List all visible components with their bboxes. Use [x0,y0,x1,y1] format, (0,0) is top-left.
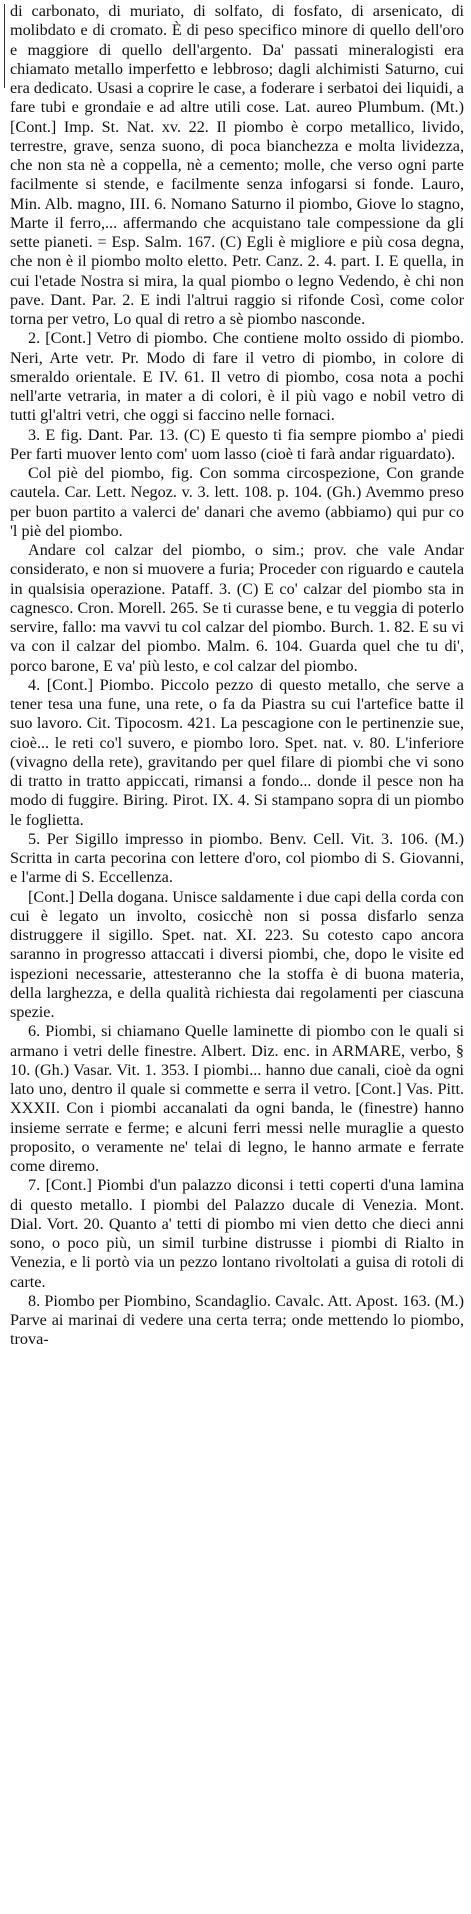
paragraph-piombi-palazzo: 7. [Cont.] Piombi d'un palazzo diconsi i tetti coperti d'una lamina di questo metallo. I piombi del Palazzo ducale di Venezia. Mont. Dial. Vort. 20. Quanto a' tetti di piombo mi vien detto che dieci anni sono, o poco più, un simil turbine distrusse i piombi di Rialto in Venezia, e li portò via un pezzo lontano rivoltolati a guisa di rotoli di carte. [10,1176,464,1291]
paragraph-piccolo-pezzo: 4. [Cont.] Piombo. Piccolo pezzo di questo metallo, che serve a tener tesa una fune, una rete, o fa da Piastra su cui l'artefice batte il suo lavoro. Cit. Tipocosm. 421. La pescagione con le pertinenzie sue, cioè... le reti co'l suvero, e piombo loro. Spet. nat. v. 80. L'inferiore (vivagno della rete), gravitando per quel filare di piombi che vi sono di tratto in tratto appiccati, rimansi a fondo... donde il pesce non ha modo di fuggire. Biring. Pirot. IX. 4. Si stampano sopra di un piombo le foglietta. [10,675,464,829]
paragraph-piombi-finestre: 6. Piombi, si chiamano Quelle laminette di piombo con le quali si armano i vetri delle finestre. Albert. Diz. enc. in ARMARE, verbo, § 10. (Gh.) Vasar. Vit. 1. 353. I piombi... hanno due canali, cioè da ogni lato uno, dentro il quale si commette e serra il vetro. [Cont.] Vas. Pitt. XXXII. Con i piombi accanalati da ogni banda, le (finestre) hanno insieme serrate e ferme; e alcuni ferri messi nelle muraglie a questo proposito, o veramente ne' telai di legno, le hanno armate e ferrate come diremo. [10,1022,464,1175]
paragraph-piombo-definition: di carbonato, di muriato, di solfato, di fosfato, di arsenicato, di molibdato e di cromato. È di peso specifico minore di quello dell'oro e maggiore di quello dell'argento. Da' passati mineralogisti era chiamato metallo imperfetto e lebbroso; dagli alchimisti Saturno, cui era dedicato. Usasi a coprire le case, a foderare i serbatoi dei liquidi, a fare tubi e grondaie e ad altre utili cose. Lat. aureo Plumbum. (Mt.) [Cont.] Imp. St. Nat. xv. 22. Il piombo è corpo metallico, livido, terrestre, grave, senza suono, di poca bianchezza e molta lividezza, che non sta nè a coppella, nè a cemento; molle, che verso ogni parte facilmente si stende, e facilmente senza infogarsi si fonde. Lauro, Min. Alb. magno, III. 6. Nomano Saturno il piombo, Giove lo stagno, Marte il ferro,... affermando che acquistano tale compessione da gli sette pianeti. = Esp. Salm. 167. (C) Egli è migliore e più cosa degna, che non è il piombo molto eletto. Petr. Canz. 2. 4. part. I. E quella, in cui l'etade Nostra si mira, la qual piombo o legno Vedendo, è chi non pave. Dant. Par. 2. E indi l'altrui raggio si rifonde Così, come color torna per vetro, Lo qual di retro a sè piombo nasconde. [10,2,464,328]
paragraph-calzar-del-piombo: Andare col calzar del piombo, o sim.; prov. che vale Andar considerato, e non si muovere a furia; Proceder con riguardo e cautela in qualsisia operazione. Pataff. 3. (C) E co' calzar del piombo sta in cagnesco. Cron. Morell. 265. Se ti curasse bene, e tu veggia di poterlo servire, fallo: ma vavvi tu col calzar del piombo. Burch. 1. 82. E su vi va con il calzar del piombo. Malm. 6. 104. Guarda quel che tu di', porco barone, E va' più lesto, e col calzar del piombo. [10,541,464,675]
paragraph-dogana: [Cont.] Della dogana. Unisce saldamente i due capi della corda con cui è legato un involto, cosicchè non si possa disfarlo senza distruggere il sigillo. Spet. nat. XI. 223. Su cotesto capo ancora saranno in progresso attaccati i diversi piombi, che, dopo le visite ed ispezioni necessarie, attesteranno che la stoffa è di buona materia, della larghezza, e della qualità richiesta dai regolamenti per ciascuna spezie. [10,887,464,1021]
paragraph-piombino-scandaglio: 8. Piombo per Piombino, Scandaglio. Cavalc. Att. Apost. 163. (M.) Parve ai marinai di vedere una certa terra; onde mettendo lo piombo, trova- [10,1291,464,1349]
margin-rule [4,4,5,88]
paragraph-sigillo: 5. Per Sigillo impresso in piombo. Benv. Cell. Vit. 3. 106. (M.) Scritta in carta pecorina con lettere d'oro, col piombo di S. Giovanni, e l'arme di S. Eccellenza. [10,829,464,887]
paragraph-vetro-di-piombo: 2. [Cont.] Vetro di piombo. Che contiene molto ossido di piombo. Neri, Arte vetr. Pr. Modo di fare il vetro di piombo, in colore di smeraldo orientale. E IV. 61. Il vetro di piombo, cosa nota a pochi nell'arte vetraria, in mater a di colori, è il più vago e nobil vetro di tutti gl'altri vetri, che oggi si faccino nelle fornaci. [10,329,464,425]
text-column [10,2,464,1350]
paragraph-figurato: 3. E fig. Dant. Par. 13. (C) E questo ti fia sempre piombo a' piedi Per farti muover lento com' uom lasso (cioè ti farà andar riguardato). [10,425,464,463]
paragraph-col-pie-del-piombo: Col piè del piombo, fig. Con somma circospezione, Con grande cautela. Car. Lett. Negoz. v. 3. lett. 108. p. 104. (Gh.) Avemmo preso per buon partito a valerci de' danari che avemo (abbiamo) qui pur co 'l piè del piombo. [10,464,464,540]
